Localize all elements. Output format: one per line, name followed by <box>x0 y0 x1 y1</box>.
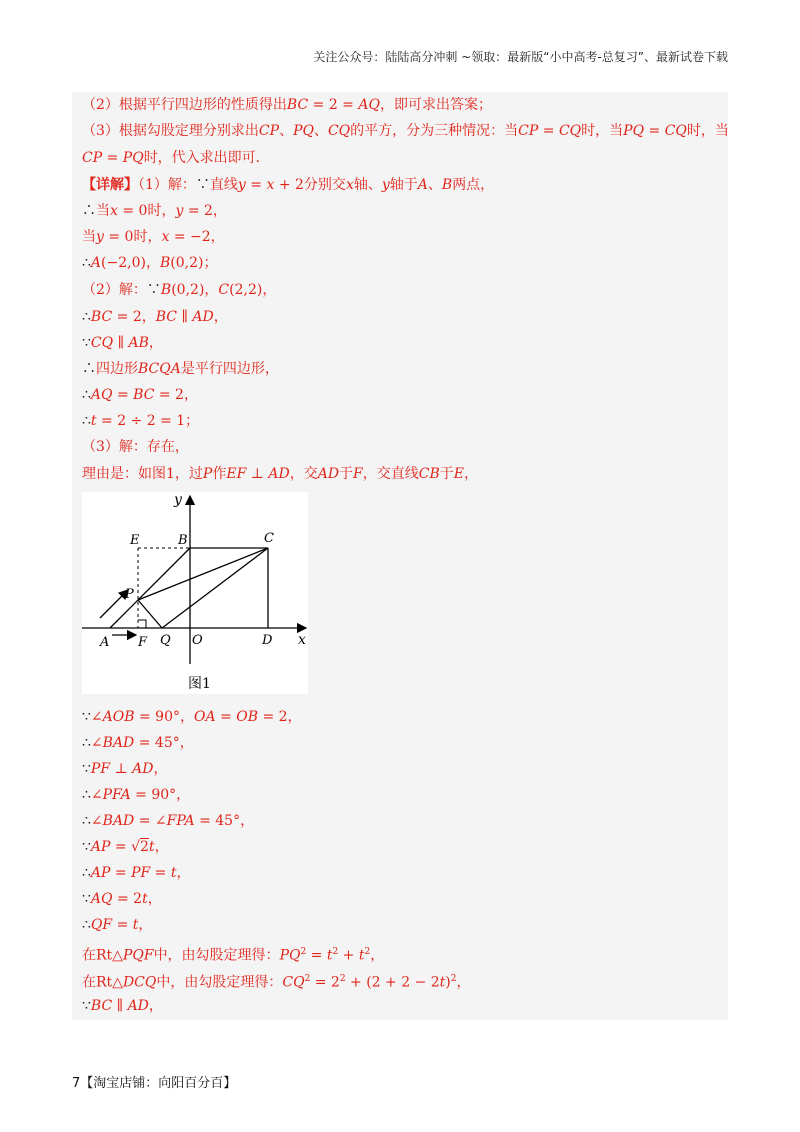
text-line: ∴BC = 2，BC ∥ AD， <box>82 309 228 325</box>
text-line: ∴A(−2,0)，B(0,2)； <box>82 255 218 271</box>
text-line: ∴QF = t， <box>82 917 153 933</box>
label-b: B <box>178 533 188 548</box>
page-header: 关注公众号：陆陆高分冲刺 ~领取：最新版“小中高考-总复习”、最新试卷下载 <box>313 50 728 64</box>
text-line: ∵AP = √2t， <box>82 839 169 855</box>
text-line: （2）解：∵B(0,2)，C(2,2)， <box>82 282 277 298</box>
segment-pq <box>138 600 162 628</box>
text-line: ∵BC ∥ AD， <box>82 998 163 1014</box>
label-x: x <box>298 632 306 648</box>
text-line: ∴t = 2 ÷ 2 = 1； <box>82 413 200 429</box>
label-a: A <box>100 635 110 650</box>
label-p: P <box>125 587 134 602</box>
text-line: ∴∠BAD = 45°， <box>82 735 194 751</box>
text-line: （3）根据勾股定理分别求出CP、PQ、CQ的平方，分为三种情况：当CP = CQ时，当PQ = CQ时，当 <box>82 123 729 139</box>
text-line: ∵CQ ∥ AB， <box>82 335 163 351</box>
text-line: 在Rt△DCQ中，由勾股定理得：$CQ^2 = 2^2 + (2 + 2 - 2t)^2$， <box>82 974 471 991</box>
text-line: 当y = 0时，x = −2， <box>82 229 225 245</box>
text-line: ∵AQ = 2t， <box>82 891 162 907</box>
label-c: C <box>264 531 274 546</box>
label-f: F <box>138 635 148 650</box>
text-line: CP = PQ时，代入求出即可． <box>82 150 270 166</box>
text-line: ∴∠PFA = 90°， <box>82 787 191 803</box>
text-line: （2）根据平行四边形的性质得出BC = 2 = AQ，即可求出答案； <box>82 97 492 113</box>
text-line: ∴当x = 0时，y = 2， <box>82 203 227 219</box>
figure-svg <box>82 492 308 694</box>
text-line: 【详解】（1）解：∵直线y = x + 2分别交x轴、y轴于A、B两点， <box>82 177 495 193</box>
text-line: 理由是：如图1，过P作EF ⊥ AD，交AD于F，交直线CB于E， <box>82 466 478 482</box>
solution-panel <box>72 92 728 1020</box>
label-y: y <box>174 492 182 508</box>
text-line: ∵PF ⊥ AD， <box>82 761 168 777</box>
figure-caption: 图1 <box>188 676 211 692</box>
label-d: D <box>262 633 273 648</box>
text-line: ∴AP = PF = t， <box>82 865 191 881</box>
right-angle-mark <box>138 620 146 628</box>
text-line: ∴∠BAD = ∠FPA = 45°， <box>82 813 255 829</box>
page-footer: 7【淘宝店铺：向阳百分百】 <box>72 1076 237 1091</box>
label-q: Q <box>160 633 171 648</box>
text-line: ∵∠AOB = 90°，OA = OB = 2， <box>82 709 302 725</box>
text-line: ∴AQ = BC = 2， <box>82 387 198 403</box>
label-o: O <box>192 633 203 648</box>
segment-pc <box>138 548 268 600</box>
geometry-figure <box>82 492 308 694</box>
label-e: E <box>130 533 140 548</box>
text-line: （3）解：存在， <box>82 439 189 455</box>
text-line: ∴四边形BCQA是平行四边形， <box>82 361 279 377</box>
text-line: 在Rt△PQF中，由勾股定理得：$PQ^2 = t^2 + t^2$， <box>82 947 385 964</box>
